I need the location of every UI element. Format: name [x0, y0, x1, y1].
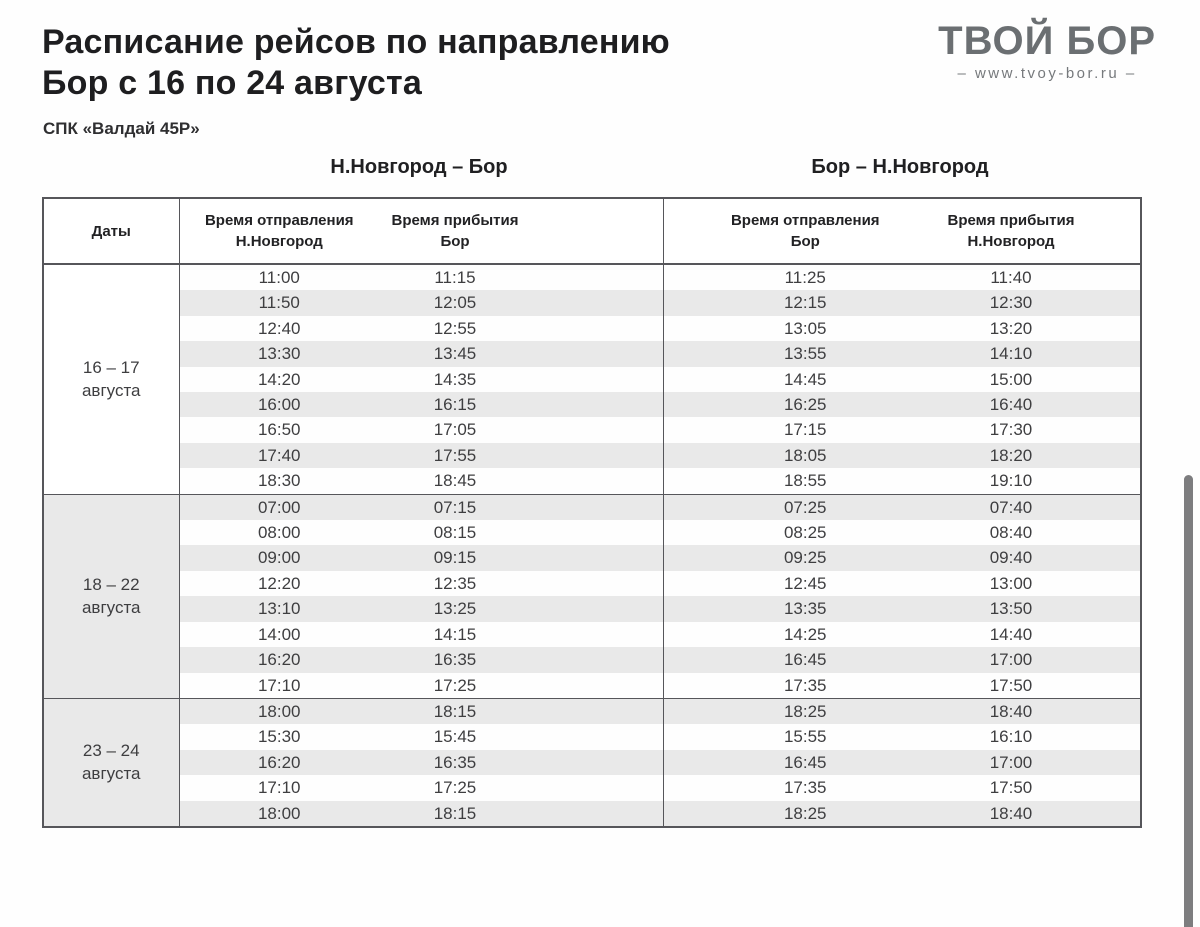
heading-nn-bor: Н.Новгород – Бор: [330, 156, 508, 178]
time-cell: 14:15: [433, 624, 477, 644]
time-cell: 11:40: [990, 268, 1032, 287]
time-cell: 18:25: [663, 698, 947, 724]
time-cell: 17:50: [989, 675, 1033, 695]
filler-cell: [531, 698, 663, 724]
time-cell: 11:00: [258, 268, 300, 287]
filler-cell: [531, 392, 663, 417]
table-row: [43, 468, 1141, 494]
time-cell: 12:15: [663, 290, 947, 315]
table-row: [43, 545, 1141, 570]
dep-nn-header-line2: Н.Новгород: [235, 233, 323, 250]
time-cell: 16:45: [663, 750, 947, 775]
time-cell: 11:50: [179, 290, 379, 315]
time-cell: 08:00: [257, 523, 301, 543]
time-cell: 09:25: [663, 545, 947, 570]
filler-cell: [531, 494, 663, 520]
time-cell: 18:00: [179, 698, 379, 724]
time-cell: 09:00: [179, 545, 379, 570]
filler-cell: [1075, 698, 1141, 724]
time-cell: 12:55: [433, 318, 477, 338]
filler-cell: [531, 443, 663, 468]
filler-cell: [531, 622, 663, 647]
filler-cell: [1075, 341, 1141, 366]
time-cell: 13:35: [663, 596, 947, 621]
page-title-line1: Расписание рейсов по направлению: [42, 23, 670, 61]
filler-cell: [531, 520, 663, 545]
date-range: 23 – 24: [82, 741, 140, 761]
direction-headings: [42, 156, 1140, 179]
time-cell: 15:55: [783, 727, 827, 747]
table-row: [43, 698, 1141, 724]
filler-cell: [531, 571, 663, 596]
time-cell: 17:25: [433, 675, 477, 695]
dep-nn-header: [179, 198, 379, 264]
table-row: [43, 341, 1141, 366]
time-cell: 15:00: [989, 369, 1033, 389]
table-row: [43, 290, 1141, 315]
date-month: августа: [81, 381, 141, 401]
filler-cell: [531, 341, 663, 366]
dep-bor-header: [663, 198, 947, 264]
time-cell: 13:05: [783, 318, 827, 338]
arr-bor-header-line1: Время прибытия: [391, 212, 519, 229]
dep-bor-header-line2: Бор: [790, 233, 820, 250]
time-cell: 16:45: [663, 647, 947, 672]
filler-cell: [1075, 443, 1141, 468]
table-row: [43, 392, 1141, 417]
time-cell: 12:40: [257, 318, 301, 338]
page-title: [42, 22, 670, 104]
time-cell: 18:40: [947, 801, 1075, 827]
filler-cell: [531, 750, 663, 775]
time-cell: 12:05: [379, 290, 531, 315]
filler-cell: [531, 775, 663, 800]
filler-cell: [1075, 571, 1141, 596]
page-title-line2: Бор с 16 по 24 августа: [42, 64, 422, 102]
filler-cell: [1075, 520, 1141, 545]
table-row: [43, 724, 1141, 749]
filler-cell: [1075, 545, 1141, 570]
filler-cell: [531, 316, 663, 341]
date-range: 18 – 22: [82, 575, 140, 595]
time-cell: 14:25: [783, 624, 827, 644]
time-cell: 17:30: [989, 420, 1033, 440]
heading-bor-nn: Бор – Н.Новгород: [811, 156, 989, 178]
time-cell: 08:25: [783, 523, 827, 543]
time-cell: 12:35: [433, 573, 477, 593]
table-row: [43, 367, 1141, 392]
time-cell: 18:15: [379, 801, 531, 827]
vertical-scrollbar-thumb[interactable]: [1184, 475, 1193, 927]
time-cell: 07:40: [947, 494, 1075, 520]
time-cell: 14:35: [433, 369, 477, 389]
table-row: [43, 775, 1141, 800]
vessel-subtitle: СПК «Валдай 45Р»: [43, 119, 200, 138]
time-cell: 17:55: [379, 443, 531, 468]
time-cell: 18:55: [783, 471, 827, 491]
time-cell: 13:20: [989, 318, 1033, 338]
filler-cell: [531, 647, 663, 672]
time-cell: 17:40: [179, 443, 379, 468]
table-row: [43, 264, 1141, 290]
time-cell: 16:15: [379, 392, 531, 417]
time-cell: 12:30: [947, 290, 1075, 315]
dates-column-header: Даты: [43, 198, 179, 264]
time-cell: 17:25: [433, 778, 477, 798]
time-cell: 17:10: [257, 675, 301, 695]
time-cell: 16:40: [947, 392, 1075, 417]
time-cell: 14:45: [783, 369, 827, 389]
time-cell: 18:00: [179, 801, 379, 827]
time-cell: 17:05: [433, 420, 477, 440]
time-cell: 17:35: [783, 675, 827, 695]
filler-cell: [1075, 647, 1141, 672]
filler-cell: [531, 417, 663, 442]
time-cell: 18:30: [257, 471, 301, 491]
filler-cell: [1075, 750, 1141, 775]
table-row: [43, 520, 1141, 545]
arr-nn-header-line2: Н.Новгород: [967, 233, 1055, 250]
time-cell: 09:15: [379, 545, 531, 570]
filler-cell: [531, 264, 663, 290]
time-cell: 12:45: [783, 573, 827, 593]
time-cell: 16:50: [257, 420, 301, 440]
table-row: [43, 647, 1141, 672]
time-cell: 14:20: [257, 369, 301, 389]
time-cell: 16:35: [379, 647, 531, 672]
table-row: [43, 801, 1141, 827]
time-cell: 18:45: [433, 471, 477, 491]
time-cell: 16:20: [179, 750, 379, 775]
table-row: [43, 443, 1141, 468]
filler-cell: [531, 367, 663, 392]
time-cell: 17:35: [783, 778, 827, 798]
time-cell: 14:10: [947, 341, 1075, 366]
filler-cell: [1075, 673, 1141, 699]
filler-cell: [531, 596, 663, 621]
filler-cell: [1075, 494, 1141, 520]
time-cell: 13:50: [947, 596, 1075, 621]
filler-cell: [1075, 622, 1141, 647]
filler-cell: [531, 724, 663, 749]
arr-bor-header: [379, 198, 531, 264]
arr-nn-header: [947, 198, 1075, 264]
time-cell: 17:00: [947, 750, 1075, 775]
brand-logo-url: – www.tvoy-bor.ru –: [957, 65, 1137, 82]
time-cell: 13:10: [179, 596, 379, 621]
date-group-cell: [43, 264, 179, 494]
filler-cell: [531, 290, 663, 315]
filler-cell: [1075, 417, 1141, 442]
time-cell: 18:25: [663, 801, 947, 827]
table-row: [43, 494, 1141, 520]
brand-logo-name: ТВОЙ БОР: [938, 19, 1156, 63]
filler-cell: [1075, 468, 1141, 494]
filler-cell: [1075, 801, 1141, 827]
filler-cell: [531, 673, 663, 699]
time-cell: 18:20: [947, 443, 1075, 468]
filler-cell: [1075, 367, 1141, 392]
brand-logo: [938, 18, 1156, 82]
time-cell: 17:00: [947, 647, 1075, 672]
table-row: [43, 417, 1141, 442]
table-row: [43, 622, 1141, 647]
time-cell: 16:20: [179, 647, 379, 672]
time-cell: 15:45: [433, 727, 477, 747]
header-filler: [1075, 198, 1141, 264]
time-cell: 13:45: [379, 341, 531, 366]
table-row: [43, 316, 1141, 341]
time-cell: 14:00: [257, 624, 301, 644]
time-cell: 13:30: [179, 341, 379, 366]
filler-cell: [531, 468, 663, 494]
time-cell: 19:10: [989, 471, 1033, 491]
headings-spacer: [42, 156, 178, 179]
time-cell: 07:15: [379, 494, 531, 520]
time-cell: 18:40: [947, 698, 1075, 724]
time-cell: 08:15: [433, 523, 477, 543]
time-cell: 17:50: [989, 778, 1033, 798]
dep-bor-header-line1: Время отправления: [730, 212, 880, 229]
arr-nn-header-line1: Время прибытия: [947, 212, 1075, 229]
arr-bor-header-line2: Бор: [440, 233, 470, 250]
time-cell: 13:25: [379, 596, 531, 621]
table-header-row: [43, 198, 1141, 264]
time-cell: 18:15: [379, 698, 531, 724]
time-cell: 17:15: [783, 420, 827, 440]
filler-cell: [1075, 724, 1141, 749]
time-cell: 14:40: [989, 624, 1033, 644]
time-cell: 08:40: [989, 523, 1033, 543]
table-row: [43, 750, 1141, 775]
schedule-table: [42, 197, 1142, 828]
filler-cell: [1075, 290, 1141, 315]
dep-nn-header-line1: Время отправления: [204, 212, 354, 229]
filler-cell: [1075, 392, 1141, 417]
filler-cell: [531, 545, 663, 570]
time-cell: 16:25: [663, 392, 947, 417]
time-cell: 11:15: [434, 268, 476, 287]
date-group-cell: [43, 494, 179, 698]
time-cell: 13:00: [989, 573, 1033, 593]
time-cell: 16:35: [379, 750, 531, 775]
time-cell: 12:20: [257, 573, 301, 593]
filler-cell: [1075, 316, 1141, 341]
time-cell: 16:10: [989, 727, 1033, 747]
table-row: [43, 673, 1141, 699]
table-row: [43, 596, 1141, 621]
date-month: августа: [81, 598, 141, 618]
time-cell: 16:00: [179, 392, 379, 417]
filler-cell: [531, 801, 663, 827]
time-cell: 07:25: [663, 494, 947, 520]
filler-cell: [1075, 264, 1141, 290]
date-range: 16 – 17: [82, 358, 140, 378]
time-cell: 15:30: [257, 727, 301, 747]
time-cell: 17:10: [257, 778, 301, 798]
filler-cell: [1075, 775, 1141, 800]
time-cell: 18:05: [663, 443, 947, 468]
date-month: августа: [81, 764, 141, 784]
time-cell: 07:00: [179, 494, 379, 520]
time-cell: 11:25: [784, 268, 826, 287]
table-row: [43, 571, 1141, 596]
header-filler: [531, 198, 663, 264]
time-cell: 13:55: [663, 341, 947, 366]
date-group-cell: [43, 698, 179, 827]
time-cell: 09:40: [947, 545, 1075, 570]
filler-cell: [1075, 596, 1141, 621]
